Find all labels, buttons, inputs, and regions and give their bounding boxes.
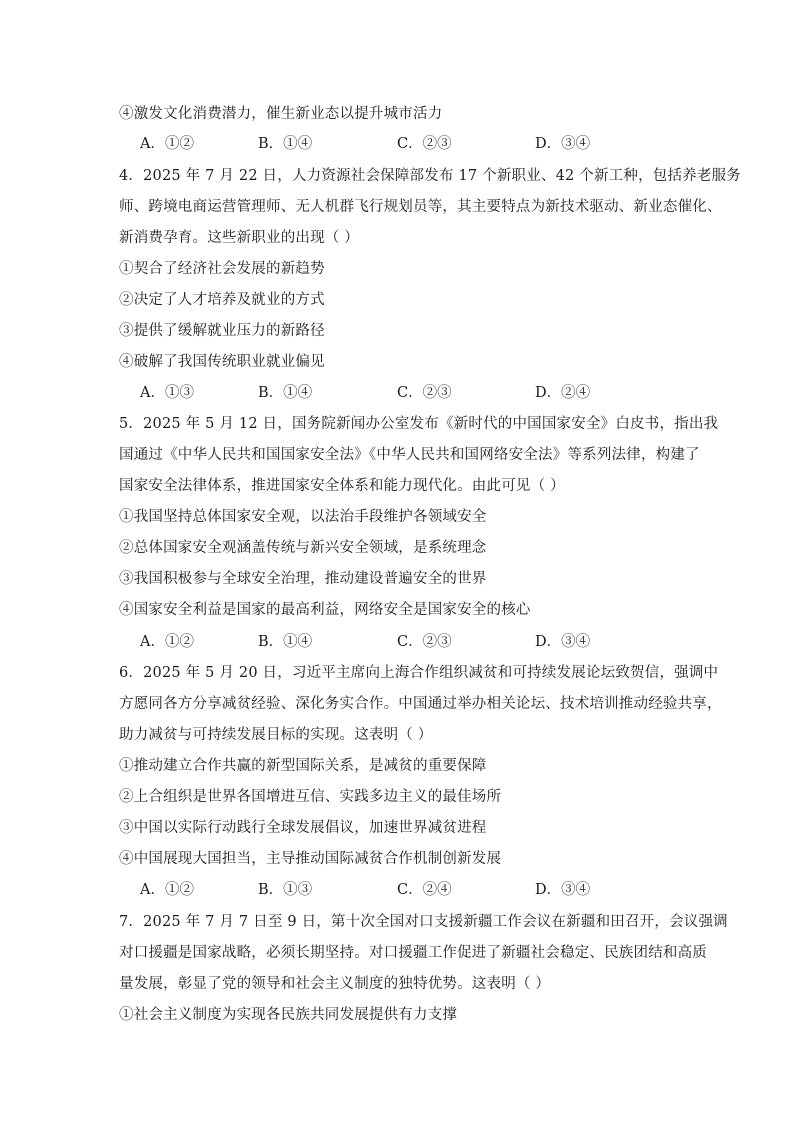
q4-statement-1: ①契合了经济社会发展的新趋势 (119, 261, 325, 277)
q4-option-d[interactable]: D．②④ (535, 385, 591, 401)
q6-option-a[interactable]: A．①② (140, 882, 194, 898)
q6-stem-line-1: 6．2025 年 5 月 20 日，习近平主席向上海合作组织减贫和可持续发展论坛致贺信，强调中 (119, 665, 719, 681)
q6-option-d[interactable]: D．③④ (535, 882, 591, 898)
q5-stem-line-3: 国家安全法律体系，推进国家安全体系和能力现代化。由此可见（ ） (119, 478, 565, 494)
q4-statement-2: ②决定了人才培养及就业的方式 (119, 292, 325, 308)
q6-statement-2: ②上合组织是世界各国增进互信、实践多边主义的最佳场所 (119, 789, 502, 805)
q5-statement-3: ③我国积极参与全球安全治理，推动建设普遍安全的世界 (119, 571, 487, 587)
q3-option-c[interactable]: C．②③ (397, 136, 452, 152)
q5-statement-2: ②总体国家安全观涵盖传统与新兴安全领域，是系统理念 (119, 540, 487, 556)
q5-option-c[interactable]: C．②③ (397, 634, 452, 650)
q3-statement-4: ④激发文化消费潜力，催生新业态以提升城市活力 (119, 106, 443, 122)
q6-statement-4: ④中国展现大国担当，主导推动国际减贫合作机制创新发展 (119, 851, 502, 867)
q6-stem-line-2: 方愿同各方分享减贫经验、深化务实合作。中国通过举办相关论坛、技术培训推动经验共享， (119, 696, 722, 712)
q5-statement-4: ④国家安全利益是国家的最高利益，网络安全是国家安全的核心 (119, 602, 531, 618)
q5-stem-line-1: 5．2025 年 5 月 12 日，国务院新闻办公室发布《新时代的中国国家安全》白皮书，指出我 (119, 416, 719, 432)
q5-stem-line-2: 国通过《中华人民共和国国家安全法》《中华人民共和国网络安全法》等系列法律，构建了 (119, 447, 700, 463)
q7-stem-line-1: 7．2025 年 7 月 7 日至 9 日，第十次全国对口支援新疆工作会议在新疆和田召开，会议强调 (119, 914, 728, 930)
q7-stem-line-2: 对口援疆是国家战略，必须长期坚持。对口援疆工作促进了新疆社会稳定、民族团结和高质 (119, 945, 707, 961)
q3-option-b[interactable]: B．①④ (258, 136, 313, 152)
q4-stem-line-2: 师、跨境电商运营管理师、无人机群飞行规划员等，其主要特点为新技术驱动、新业态催化、 (119, 199, 722, 215)
q4-option-c[interactable]: C．②③ (397, 385, 452, 401)
q3-option-a[interactable]: A．①② (140, 136, 194, 152)
q6-stem-line-3: 助力减贫与可持续发展目标的实现。这表明（ ） (119, 727, 433, 743)
q4-option-b[interactable]: B．①④ (258, 385, 313, 401)
q5-statement-1: ①我国坚持总体国家安全观，以法治手段维护各领域安全 (119, 509, 487, 525)
q5-option-d[interactable]: D．③④ (535, 634, 591, 650)
q5-option-b[interactable]: B．①④ (258, 634, 313, 650)
q4-statement-3: ③提供了缓解就业压力的新路径 (119, 323, 325, 339)
q4-stem-line-1: 4．2025 年 7 月 22 日，人力资源社会保障部发布 17 个新职业、42 个新工种，包括养老服务 (119, 168, 741, 184)
q3-option-d[interactable]: D．③④ (535, 136, 591, 152)
q4-statement-4: ④破解了我国传统职业就业偏见 (119, 354, 325, 370)
q4-stem-line-3: 新消费孕育。这些新职业的出现（ ） (119, 230, 360, 246)
q6-statement-1: ①推动建立合作共赢的新型国际关系，是减贫的重要保障 (119, 758, 487, 774)
q7-statement-1: ①社会主义制度为实现各民族共同发展提供有力支撑 (119, 1007, 458, 1023)
q5-option-a[interactable]: A．①② (140, 634, 194, 650)
q6-option-b[interactable]: B．①③ (258, 882, 313, 898)
q4-option-a[interactable]: A．①③ (140, 385, 194, 401)
q7-stem-line-3: 量发展，彰显了党的领导和社会主义制度的独特优势。这表明（ ） (119, 976, 551, 992)
q6-option-c[interactable]: C．②④ (397, 882, 452, 898)
q6-statement-3: ③中国以实际行动践行全球发展倡议，加速世界减贫进程 (119, 820, 487, 836)
